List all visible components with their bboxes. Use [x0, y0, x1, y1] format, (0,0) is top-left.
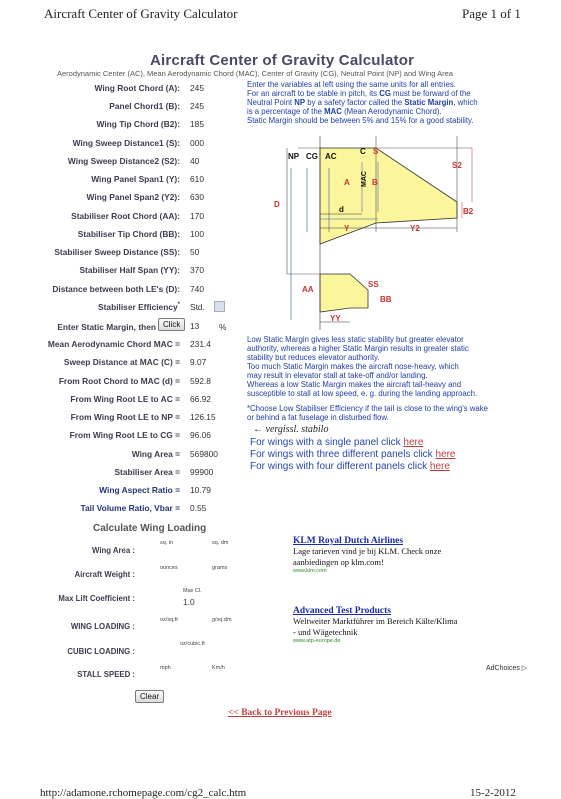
print-header-title: Aircraft Center of Gravity Calculator — [44, 6, 238, 21]
result-label-0: Mean Aerodynamic Chord MAC = — [47, 339, 180, 349]
calc-unit1-1: ounces — [160, 565, 178, 571]
static-margin-label: Enter Static Margin, then — [57, 322, 156, 332]
three-panel-text: For wings with three different panels click — [250, 449, 436, 460]
calc-unit1-0: sq. in — [160, 540, 174, 546]
eff-line-2: or behind a fat fuselage in disturbed flow. — [247, 413, 389, 422]
result-value-2: 592.8 — [190, 376, 211, 386]
low-line-2: authority, whereas a higher Static Margin results in greater static — [247, 344, 469, 353]
ad-atp-title[interactable]: Advanced Test Products — [293, 606, 392, 616]
intro-3b: NP — [294, 98, 306, 107]
efficiency-dropdown-icon[interactable] — [214, 301, 225, 312]
result-label-4: From Wing Root LE to NP = — [70, 412, 180, 422]
input-label-0: Wing Root Chord (A): — [94, 83, 180, 93]
four-panel-link[interactable]: here — [429, 461, 450, 472]
label-bb: BB — [380, 295, 392, 304]
ad-klm-body-1: Lage tarieven vind je bij KLM. Check onze — [293, 546, 442, 556]
calc-label-4: CUBIC LOADING : — [67, 647, 135, 656]
input-label-11: Distance between both LE's (D): — [52, 284, 180, 294]
result-label-8: Wing Aspect Ratio = — [99, 485, 180, 495]
calc-unit1-5: mph — [160, 665, 171, 671]
ad-klm[interactable] — [293, 536, 523, 574]
intro-3d: Static Margin — [404, 98, 454, 107]
calc-label-1: Aircraft Weight : — [74, 570, 135, 579]
result-value-3: 66.92 — [190, 394, 211, 404]
handwritten-note: ← vergissl. stabilo — [253, 424, 329, 435]
calc-unit2-5: Km/h — [212, 665, 225, 671]
calc-label-2: Max Lift Coefficient : — [58, 594, 135, 603]
input-field-7[interactable]: 170 — [190, 211, 204, 221]
label-ac: AC — [325, 152, 337, 161]
calc-unit2-1: grams — [212, 565, 228, 571]
input-label-4: Wing Sweep Distance2 (S2): — [67, 156, 180, 166]
input-label-9: Stabiliser Sweep Distance (SS): — [54, 247, 180, 257]
ad-klm-body-2: aanbiedingen op klm.com! — [293, 557, 384, 567]
input-field-9[interactable]: 50 — [190, 247, 200, 257]
intro-notes — [247, 80, 547, 125]
panel-links — [250, 437, 540, 472]
intro-2c: must be forward of the — [390, 89, 471, 98]
low-line-6: Whereas a low Static Margin makes the aircraft tail-heavy and — [247, 380, 462, 389]
four-panel-row — [250, 461, 540, 472]
print-header-page: Page 1 of 1 — [462, 6, 521, 21]
low-line-5: may result in elevator stall at take-off and/or landing. — [247, 371, 428, 380]
intro-line-2 — [247, 89, 547, 98]
low-line-4: Too much Static Margin makes the aircraft nose-heavy, which — [247, 362, 459, 371]
input-label-12: Stabiliser Efficiency* — [98, 302, 180, 312]
back-link[interactable]: << Back to Previous Page — [228, 708, 332, 718]
asterisk-mark: * — [177, 302, 180, 309]
page-subtitle: Aerodynamic Center (AC), Mean Aerodynamic Chord (MAC), Center of Gravity (CG), Neutral Point (NP) and Wing Area — [57, 69, 453, 78]
calc-unit1-3: oz/sq.ft — [160, 617, 178, 623]
result-label-1: Sweep Distance at MAC (C) = — [63, 357, 180, 367]
static-margin-notes — [247, 335, 552, 422]
result-value-6: 569800 — [190, 449, 218, 459]
footer-url: http://adamone.rchomepage.com/cg2_calc.htm — [40, 787, 247, 799]
four-panel-text: For wings with four different panels click — [250, 461, 430, 472]
input-field-10[interactable]: 370 — [190, 265, 204, 275]
label-s2: S2 — [452, 161, 462, 170]
clear-button[interactable]: Clear — [135, 690, 164, 703]
intro-line-4 — [247, 107, 547, 116]
result-value-1: 9.07 — [190, 357, 207, 367]
input-label-5: Wing Panel Span1 (Y): — [91, 174, 180, 184]
click-button[interactable]: Click — [158, 318, 185, 331]
eff-line-1: *Choose Low Stabiliser Efficiency if the tail is close to the wing's wake — [247, 404, 488, 413]
result-value-0: 231.4 — [190, 339, 211, 349]
ad-atp-url[interactable]: www.atp-europe.de — [293, 638, 341, 644]
intro-line-5: Static Margin should be between 5% and 15% for a good stability. — [247, 116, 474, 125]
intro-3a: Neutral Point — [247, 98, 295, 107]
three-panel-row — [250, 449, 540, 460]
input-field-8[interactable]: 100 — [190, 229, 204, 239]
input-field-3[interactable]: 000 — [190, 138, 204, 148]
result-label-9: Tail Volume Ratio, Vbar = — [80, 503, 180, 513]
label-y2: Y2 — [410, 224, 420, 233]
ad-klm-url[interactable]: www.klm.com — [293, 568, 327, 574]
label-b2: B2 — [463, 207, 474, 216]
static-margin-input[interactable]: 13 — [190, 321, 200, 331]
static-margin-unit: % — [219, 322, 227, 332]
calc-unit1-4: oz/cubic.ft — [180, 641, 205, 647]
input-field-2[interactable]: 185 — [190, 119, 204, 129]
result-label-7: Stabiliser Area = — [114, 467, 180, 477]
ad-atp[interactable] — [293, 606, 533, 644]
calc-label-0: Wing Area : — [92, 546, 135, 555]
input-field-6[interactable]: 630 — [190, 192, 204, 202]
result-value-9: 0.55 — [190, 503, 207, 513]
result-value-8: 10.79 — [190, 485, 211, 495]
result-label-2: From Root Chord to MAC (d) = — [58, 376, 180, 386]
page-title: Aircraft Center of Gravity Calculator — [150, 52, 415, 69]
input-field-1[interactable]: 245 — [190, 101, 204, 111]
result-value-7: 99900 — [190, 467, 214, 477]
label-d-upper: D — [274, 200, 280, 209]
footer-date: 15-2-2012 — [470, 787, 516, 799]
intro-4a: is a percentage of the — [247, 107, 325, 116]
intro-2b: CG — [379, 89, 391, 98]
stabiliser-planform — [320, 274, 368, 312]
label-s: S — [373, 147, 379, 156]
single-panel-row — [250, 437, 540, 448]
calc-unit1-2: Max Cl. — [183, 588, 202, 594]
result-value-5: 96.06 — [190, 430, 211, 440]
label-b: B — [372, 178, 378, 187]
result-label-6: Wing Area = — [131, 449, 180, 459]
label-np: NP — [288, 152, 300, 161]
calc-label-5: STALL SPEED : — [77, 670, 135, 679]
result-label-3: From Wing Root LE to AC = — [70, 394, 180, 404]
low-line-7: susceptible to stall at low speed, e. g. during the landing approach. — [247, 389, 478, 398]
result-label-5: From Wing Root LE to CG = — [69, 430, 180, 440]
label-a: A — [344, 178, 350, 187]
intro-line-3 — [247, 98, 547, 107]
result-value-4: 126.15 — [190, 412, 216, 422]
calc-unit2-3: g/sq.dm — [212, 617, 232, 623]
ad-atp-body-2: - und Wägetechnik — [293, 627, 358, 637]
input-label-6: Wing Panel Span2 (Y2): — [86, 192, 180, 202]
calc-label-3: WING LOADING : — [70, 622, 135, 631]
intro-3e: , which — [453, 98, 478, 107]
input-label-8: Stabiliser Tip Chord (BB): — [77, 229, 180, 239]
calculator-title: Calculate Wing Loading — [93, 523, 207, 534]
input-field-5[interactable]: 610 — [190, 174, 204, 184]
label-ss: SS — [368, 280, 379, 289]
adchoices-link[interactable]: AdChoices ▷ — [486, 665, 528, 672]
intro-line-1: Enter the variables at left using the same units for all entries. — [247, 80, 456, 89]
single-panel-link[interactable]: here — [403, 437, 424, 448]
label-yy: YY — [330, 314, 341, 323]
label-c: C — [360, 147, 366, 156]
label-aa: AA — [302, 285, 314, 294]
input-label-7: Stabiliser Root Chord (AA): — [71, 211, 180, 221]
calc-value-2[interactable]: 1.0 — [183, 597, 195, 607]
intro-4b: MAC — [324, 107, 342, 116]
ad-klm-title[interactable]: KLM Royal Dutch Airlines — [293, 536, 404, 546]
input-label-10: Stabiliser Half Span (YY): — [79, 265, 180, 275]
input-label-1: Panel Chord1 (B): — [109, 101, 180, 111]
label-d-lower: d — [339, 205, 344, 214]
label-mac: MAC — [361, 171, 368, 187]
calc-unit2-0: sq. dm — [212, 540, 229, 546]
intro-3c: by a safety factor called the — [305, 98, 405, 107]
low-line-3: stability but reduces elevator authority. — [247, 353, 380, 362]
ad-atp-body-1: Weltweiter Marktführer im Bereich Kälte/Klima — [293, 616, 458, 626]
label-cg: CG — [306, 152, 318, 161]
input-field-12[interactable]: Std. — [190, 302, 205, 312]
three-panel-link[interactable]: here — [435, 449, 456, 460]
input-label-2: Wing Tip Chord (B2): — [96, 119, 180, 129]
wing-planform — [320, 148, 457, 244]
input-field-0[interactable]: 245 — [190, 83, 204, 93]
label-y: Y — [344, 224, 350, 233]
input-field-11[interactable]: 740 — [190, 284, 204, 294]
low-line-1: Low Static Margin gives less static stability but greater elevator — [247, 335, 464, 344]
input-field-4[interactable]: 40 — [190, 156, 200, 166]
intro-2a: For an aircraft to be stable in pitch, its — [247, 89, 380, 98]
wing-diagram — [262, 132, 494, 330]
single-panel-text: For wings with a single panel click — [250, 437, 404, 448]
input-label-3: Wing Sweep Distance1 (S): — [72, 138, 180, 148]
intro-4c: (Mean Aerodynamic Chord). — [341, 107, 442, 116]
